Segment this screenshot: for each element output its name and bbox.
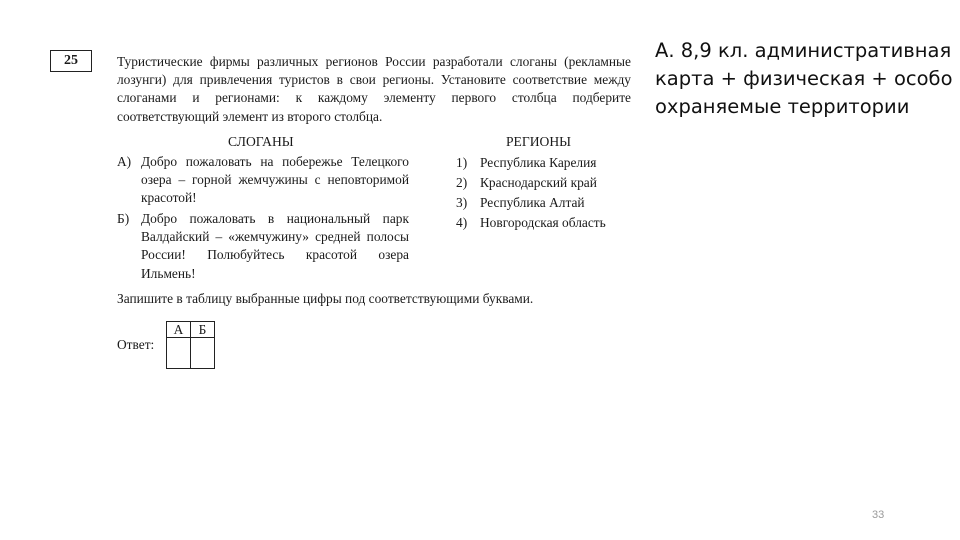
slide-heading: А. 8,9 кл. административная карта + физическая + особо охраняемые территории [655, 39, 953, 118]
region-name: Республика Алтай [480, 195, 585, 210]
region-number: 3) [456, 195, 468, 210]
region-number: 4) [456, 215, 468, 230]
slogan-key: Б) [117, 211, 130, 226]
slogan-text: Добро пожаловать в национальный парк Валдайский – «жемчужину» средней полосы России! Полюбуйтесь красотой озера Ильмень! [141, 211, 409, 281]
task-number: 25 [50, 50, 92, 72]
answer-cell-b[interactable] [191, 338, 215, 369]
region-item [456, 193, 606, 213]
region-item [456, 213, 606, 233]
region-item [456, 153, 606, 173]
answer-column-header: А [167, 322, 191, 338]
regions-header: РЕГИОНЫ [506, 134, 572, 149]
slogan-b [117, 210, 409, 283]
regions-list [456, 153, 606, 233]
region-item [456, 173, 606, 193]
task-intro: Туристические фирмы различных регионов России разработали слоганы (рекламные лозунги) для привлечения туристов в свои регионы. Установите соответствие между слоганами и регионами: к каждому элементу первого столбца подберите соответствующий элемент из второго столбца. [117, 54, 631, 124]
region-name: Краснодарский край [480, 175, 597, 190]
region-name: Новгородская область [480, 215, 606, 230]
region-number: 2) [456, 175, 468, 190]
answer-instruction: Запишите в таблицу выбранные цифры под соответствующими буквами. [117, 291, 534, 306]
slogan-text: Добро пожаловать на побережье Телецкого озера – горной жемчужины с неповторимой красотой! [141, 154, 409, 206]
slogans-header: СЛОГАНЫ [228, 134, 294, 149]
answer-column-header: Б [191, 322, 215, 338]
answer-table [166, 321, 215, 369]
slogan-key: А) [117, 154, 132, 169]
answer-cell-a[interactable] [167, 338, 191, 369]
region-name: Республика Карелия [480, 155, 597, 170]
page-number: 33 [872, 509, 885, 521]
region-number: 1) [456, 155, 468, 170]
answer-label: Ответ: [117, 337, 155, 352]
slogan-a [117, 153, 409, 208]
